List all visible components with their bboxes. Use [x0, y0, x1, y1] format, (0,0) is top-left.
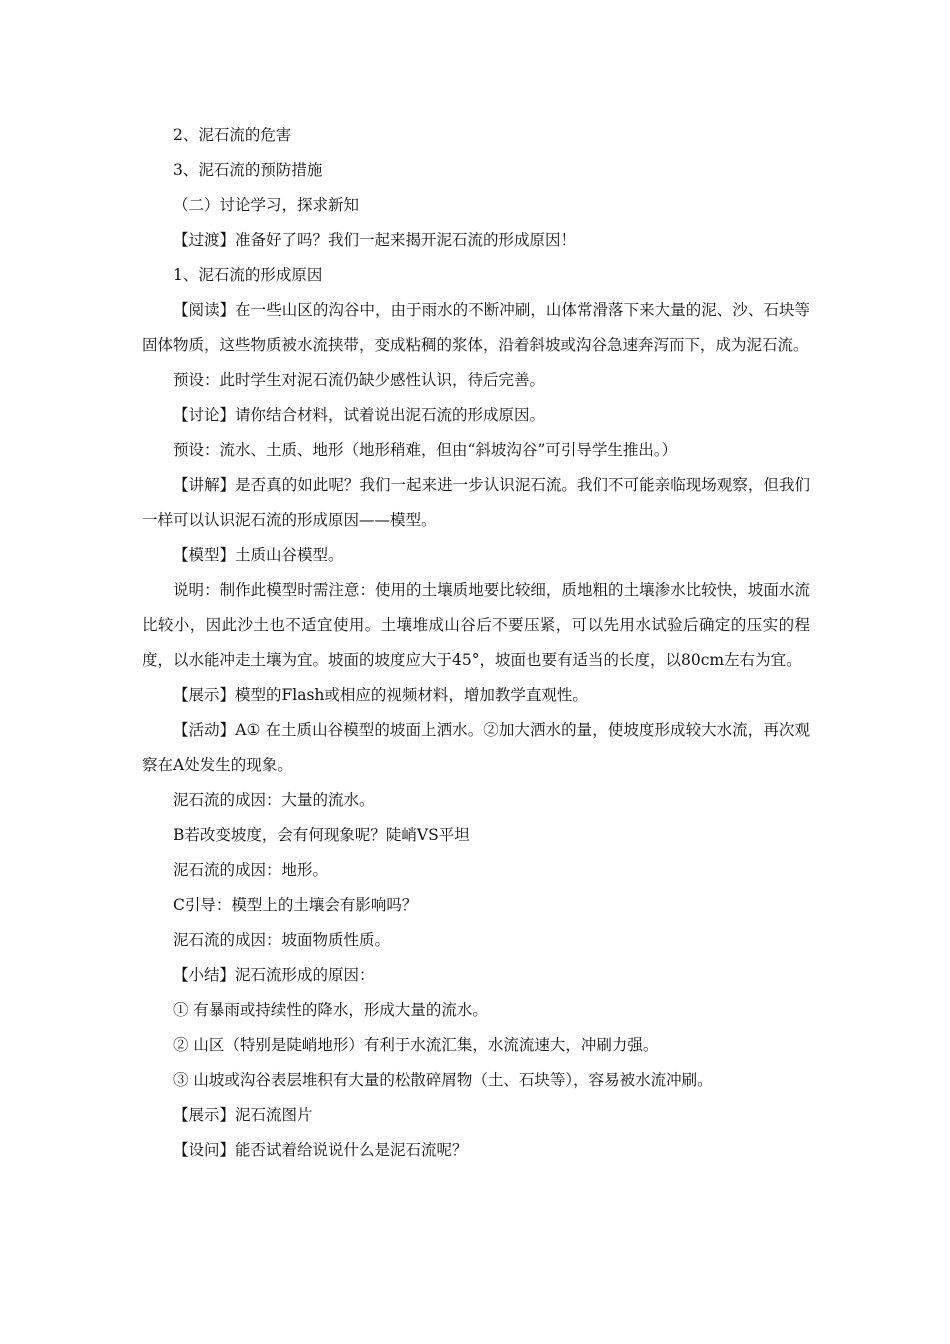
paragraph: C引导：模型上的土壤会有影响吗？: [173, 896, 418, 914]
paragraph: 泥石流的成因：坡面物质性质。: [173, 931, 391, 949]
paragraph: 3、泥石流的预防措施: [173, 161, 323, 179]
paragraph: ② 山区（特别是陡峭地形）有利于水流汇集，水流流速大，冲刷力强。: [173, 1036, 659, 1054]
paragraph: 【小结】泥石流形成的原因：: [173, 966, 375, 984]
paragraph: 【讨论】请你结合材料，试着说出泥石流的形成原因。: [173, 406, 546, 424]
paragraph: 【阅读】在一些山区的沟谷中，由于雨水的不断冲刷，山体常滑落下来大量的泥、沙、石块等固体物质，这些物质被水流挟带，变成粘稠的浆体，沿着斜坡或沟谷急速奔泻而下，成为泥石流。: [142, 301, 810, 354]
paragraph: 说明：制作此模型时需注意：使用的土壤质地要比较细，质地粗的土壤渗水比较快，坡面水流比较小，因此沙土也不适宜使用。土壤堆成山谷后不要压紧，可以先用水试验后确定的压实的程度，以水能冲走土壤为宜。坡面的坡度应大于45°，坡面也要有适当的长度，以80cm左右为宜。: [142, 581, 810, 669]
paragraph: 预设：流水、土质、地形（地形稍难，但由“斜坡沟谷”可引导学生推出。）: [173, 441, 678, 459]
paragraph: ① 有暴雨或持续性的降水，形成大量的流水。: [173, 1001, 488, 1019]
paragraph: 2、泥石流的危害: [173, 126, 292, 144]
paragraph: 1、泥石流的形成原因: [173, 266, 323, 284]
paragraph: B若改变坡度，会有何现象呢？陡峭VS平坦: [173, 826, 470, 844]
paragraph: （二）讨论学习，探求新知: [173, 196, 360, 214]
document-body: [142, 118, 810, 1168]
paragraph: 【讲解】是否真的如此呢？我们一起来进一步认识泥石流。我们不可能亲临现场观察，但我们一样可以认识泥石流的形成原因——模型。: [142, 476, 810, 529]
paragraph: ③ 山坡或沟谷表层堆积有大量的松散碎屑物（土、石块等），容易被水流冲刷。: [173, 1071, 713, 1089]
paragraph: 【活动】A① 在土质山谷模型的坡面上洒水。②加大洒水的量，使坡度形成较大水流，再次观察在A处发生的现象。: [142, 721, 810, 774]
paragraph: 【展示】泥石流图片: [173, 1106, 313, 1124]
paragraph: 【过渡】准备好了吗？我们一起来揭开泥石流的形成原因！: [173, 231, 577, 249]
paragraph: 泥石流的成因：地形。: [173, 861, 329, 879]
paragraph: 预设：此时学生对泥石流仍缺少感性认识，待后完善。: [173, 371, 546, 389]
paragraph: 【模型】土质山谷模型。: [173, 546, 344, 564]
paragraph: 泥石流的成因：大量的流水。: [173, 791, 375, 809]
paragraph: 【设问】能否试着给说说什么是泥石流呢？: [173, 1141, 468, 1159]
paragraph: 【展示】模型的Flash或相应的视频材料，增加教学直观性。: [173, 686, 588, 704]
